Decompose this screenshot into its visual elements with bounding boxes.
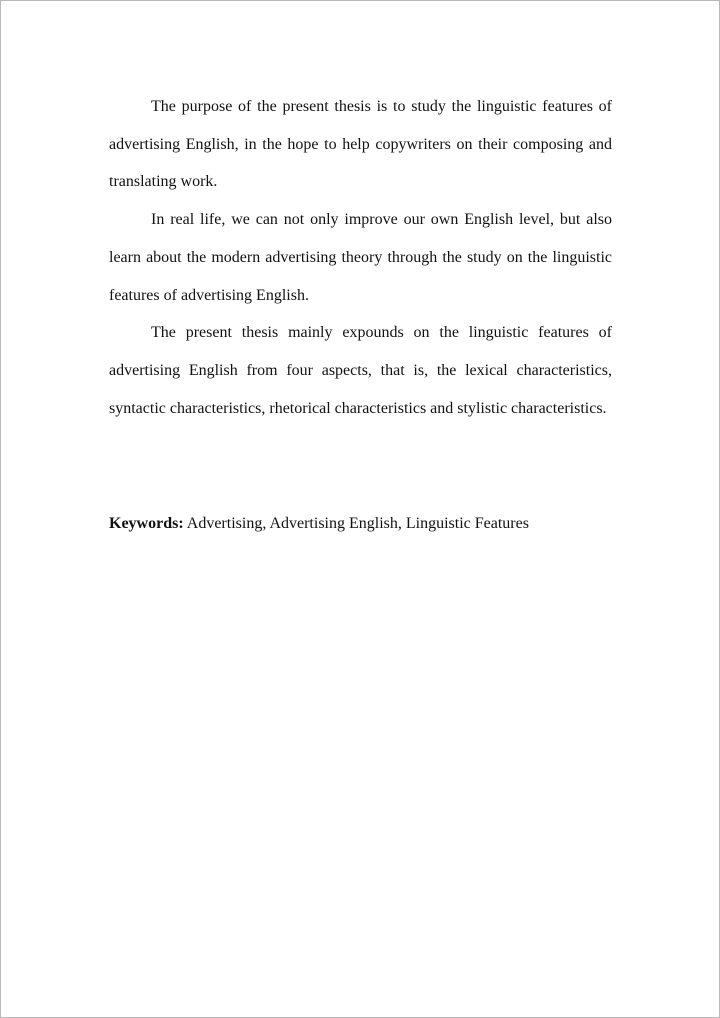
abstract-paragraph-3: The present thesis mainly expounds on the linguistic features of advertising English from four aspects, that is, the lexical characteristics, syntactic characteristics, rhetorical characteristics and stylistic characteristics. bbox=[109, 324, 612, 417]
abstract-paragraph-2: In real life, we can not only improve our own English level, but also learn about the modern advertising theory through the study on the linguistic features of advertising English. bbox=[109, 211, 612, 304]
keywords-label: Keywords: bbox=[109, 515, 184, 532]
abstract-body bbox=[109, 88, 612, 532]
abstract-paragraph-1: The purpose of the present thesis is to study the linguistic features of advertising English, in the hope to help copywriters on their composing and translating work. bbox=[109, 98, 612, 191]
keywords-line bbox=[109, 505, 529, 543]
keywords-text: Advertising, Advertising English, Linguistic Features bbox=[183, 515, 529, 532]
